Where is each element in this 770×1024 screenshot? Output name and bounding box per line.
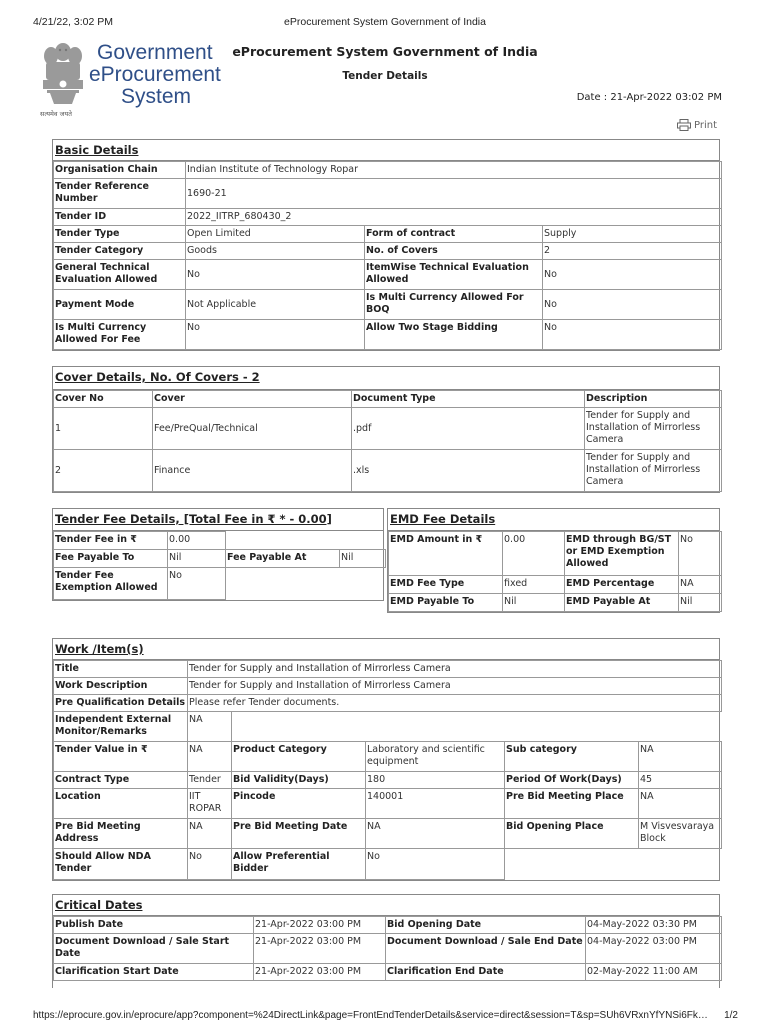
pre-bid-address-value: NA: [188, 819, 232, 849]
contract-type-value: Tender: [188, 772, 232, 789]
cover-description: Tender for Supply and Installation of Mirrorless Camera: [585, 450, 722, 492]
download-end-label: Document Download / Sale End Date: [386, 934, 586, 964]
critical-dates-panel: [52, 894, 720, 988]
fee-payable-at-label: Fee Payable At: [226, 550, 340, 568]
period-of-work-value: 45: [639, 772, 722, 789]
iem-label: Independent External Monitor/Remarks: [54, 712, 188, 742]
tender-category-label: Tender Category: [54, 243, 186, 260]
tender-fee-table: [53, 531, 386, 600]
bid-validity-value: 180: [366, 772, 505, 789]
emd-bg-value: No: [679, 532, 722, 576]
bid-opening-place-label: Bid Opening Place: [505, 819, 639, 849]
logo-line-1: Government: [97, 41, 213, 64]
download-start-value: 21-Apr-2022 03:00 PM: [254, 934, 386, 964]
no-covers-label: No. of Covers: [365, 243, 543, 260]
iwte-label: ItemWise Technical Evaluation Allowed: [365, 260, 543, 290]
emblem-caption: सत्यमेव जयते: [40, 110, 72, 118]
print-button[interactable]: [677, 119, 717, 131]
sub-category-label: Sub category: [505, 742, 639, 772]
work-items-panel: [52, 638, 720, 881]
pre-bid-address-label: Pre Bid Meeting Address: [54, 819, 188, 849]
print-label: Print: [693, 119, 717, 131]
cover-details-heading: Cover Details, No. Of Covers - 2: [53, 367, 719, 390]
logo-line-2: eProcurement: [89, 63, 221, 86]
page-title: eProcurement System Government of India: [232, 44, 538, 59]
fee-exemption-label: Tender Fee Exemption Allowed: [54, 568, 168, 600]
work-description-label: Work Description: [54, 678, 188, 695]
multi-currency-boq-value: No: [543, 290, 722, 320]
tender-ref-value: 1690-21: [186, 179, 722, 209]
payment-mode-value: Not Applicable: [186, 290, 365, 320]
cover-no-header: Cover No: [54, 391, 153, 408]
tender-fee-heading: Tender Fee Details, [Total Fee in ₹ * - 0.00]: [53, 509, 383, 531]
iwte-value: No: [543, 260, 722, 290]
two-stage-bidding-value: No: [543, 320, 722, 350]
gte-label: General Technical Evaluation Allowed: [54, 260, 186, 290]
table-row: [54, 450, 722, 492]
document-type: .pdf: [352, 408, 585, 450]
tender-type-value: Open Limited: [186, 226, 365, 243]
cover-no: 2: [54, 450, 153, 492]
emd-amount-value: 0.00: [503, 532, 565, 576]
nda-value: No: [188, 849, 232, 880]
emd-bg-label: EMD through BG/ST or EMD Exemption Allowed: [565, 532, 679, 576]
emd-amount-label: EMD Amount in ₹: [389, 532, 503, 576]
emd-percentage-value: NA: [679, 576, 722, 594]
pincode-value: 140001: [366, 789, 505, 819]
pre-bid-place-label: Pre Bid Meeting Place: [505, 789, 639, 819]
no-covers-value: 2: [543, 243, 722, 260]
emd-fee-type-label: EMD Fee Type: [389, 576, 503, 594]
basic-details-panel: [52, 139, 720, 351]
page-number: 1/2: [724, 1010, 738, 1021]
clarification-start-value: 21-Apr-2022 03:00 PM: [254, 964, 386, 981]
publish-date-value: 21-Apr-2022 03:00 PM: [254, 917, 386, 934]
work-items-table: [53, 660, 722, 880]
clarification-end-value: 02-May-2022 11:00 AM: [586, 964, 722, 981]
tender-value-label: Tender Value in ₹: [54, 742, 188, 772]
multi-currency-boq-label: Is Multi Currency Allowed For BOQ: [365, 290, 543, 320]
emd-payable-at-label: EMD Payable At: [565, 594, 679, 612]
tender-id-value: 2022_IITRP_680430_2: [186, 209, 722, 226]
tender-category-value: Goods: [186, 243, 365, 260]
work-title-label: Title: [54, 661, 188, 678]
preferential-bidder-value: No: [366, 849, 505, 880]
emd-fee-panel: [387, 508, 720, 613]
page-date: Date : 21-Apr-2022 03:02 PM: [576, 92, 722, 103]
payment-mode-label: Payment Mode: [54, 290, 186, 320]
org-chain-value: Indian Institute of Technology Ropar: [186, 162, 722, 179]
location-value: IIT ROPAR: [188, 789, 232, 819]
org-chain-label: Organisation Chain: [54, 162, 186, 179]
emd-payable-to-label: EMD Payable To: [389, 594, 503, 612]
publish-date-label: Publish Date: [54, 917, 254, 934]
tender-type-label: Tender Type: [54, 226, 186, 243]
product-category-label: Product Category: [232, 742, 366, 772]
basic-details-table: [53, 161, 722, 350]
pincode-label: Pincode: [232, 789, 366, 819]
fee-exemption-value: No: [168, 568, 226, 600]
printer-icon: [677, 119, 691, 131]
page-subtitle: Tender Details: [342, 70, 428, 82]
emd-fee-heading: EMD Fee Details: [388, 509, 719, 531]
work-items-heading: Work /Item(s): [53, 639, 719, 660]
contract-type-label: Contract Type: [54, 772, 188, 789]
cover-header: Cover: [153, 391, 352, 408]
clarification-start-label: Clarification Start Date: [54, 964, 254, 981]
critical-dates-table: [53, 916, 722, 981]
iem-value: NA: [188, 712, 232, 742]
bid-opening-date-label: Bid Opening Date: [386, 917, 586, 934]
logo-line-3: System: [121, 85, 192, 108]
cover-details-panel: [52, 366, 720, 493]
emd-payable-at-value: Nil: [679, 594, 722, 612]
print-title: eProcurement System Government of India: [284, 16, 486, 28]
download-start-label: Document Download / Sale Start Date: [54, 934, 254, 964]
form-contract-value: Supply: [543, 226, 722, 243]
table-row: [54, 408, 722, 450]
product-category-value: Laboratory and scientific equipment: [366, 742, 505, 772]
work-title-value: Tender for Supply and Installation of Mirrorless Camera: [188, 661, 722, 678]
sub-category-value: NA: [639, 742, 722, 772]
pre-bid-place-value: NA: [639, 789, 722, 819]
period-of-work-label: Period Of Work(Days): [505, 772, 639, 789]
cover-no: 1: [54, 408, 153, 450]
emd-payable-to-value: Nil: [503, 594, 565, 612]
cover-details-table: [53, 390, 722, 492]
multi-currency-fee-label: Is Multi Currency Allowed For Fee: [54, 320, 186, 350]
tender-id-label: Tender ID: [54, 209, 186, 226]
tender-ref-label: Tender Reference Number: [54, 179, 186, 209]
document-type-header: Document Type: [352, 391, 585, 408]
description-header: Description: [585, 391, 722, 408]
download-end-value: 04-May-2022 03:00 PM: [586, 934, 722, 964]
document-type: .xls: [352, 450, 585, 492]
tender-fee-label: Tender Fee in ₹: [54, 532, 168, 550]
bid-opening-place-value: M Visvesvaraya Block: [639, 819, 722, 849]
gte-value: No: [186, 260, 365, 290]
emd-percentage-label: EMD Percentage: [565, 576, 679, 594]
critical-dates-heading: Critical Dates: [53, 895, 719, 916]
print-header: [0, 16, 770, 30]
form-contract-label: Form of contract: [365, 226, 543, 243]
tender-value-value: NA: [188, 742, 232, 772]
pre-bid-date-label: Pre Bid Meeting Date: [232, 819, 366, 849]
work-description-value: Tender for Supply and Installation of Mirrorless Camera: [188, 678, 722, 695]
bid-opening-date-value: 04-May-2022 03:30 PM: [586, 917, 722, 934]
two-stage-bidding-label: Allow Two Stage Bidding: [365, 320, 543, 350]
emd-fee-type-value: fixed: [503, 576, 565, 594]
fee-payable-at-value: Nil: [340, 550, 386, 568]
location-label: Location: [54, 789, 188, 819]
clarification-end-label: Clarification End Date: [386, 964, 586, 981]
cover-description: Tender for Supply and Installation of Mirrorless Camera: [585, 408, 722, 450]
pre-bid-date-value: NA: [366, 819, 505, 849]
tender-fee-value: 0.00: [168, 532, 226, 550]
prequal-label: Pre Qualification Details: [54, 695, 188, 712]
bid-validity-label: Bid Validity(Days): [232, 772, 366, 789]
emd-fee-table: [388, 531, 722, 612]
cover-name: Finance: [153, 450, 352, 492]
fee-payable-to-value: Nil: [168, 550, 226, 568]
tender-fee-panel: [52, 508, 384, 601]
page-url: https://eprocure.gov.in/eprocure/app?component=%24DirectLink&page=FrontEndTenderDetails&service=direct&session=T&sp=SUh6VRxnYfYNSi6Fk…: [33, 1010, 708, 1021]
basic-details-heading: Basic Details: [53, 140, 719, 161]
print-timestamp: 4/21/22, 3:02 PM: [33, 16, 113, 28]
cover-name: Fee/PreQual/Technical: [153, 408, 352, 450]
fee-payable-to-label: Fee Payable To: [54, 550, 168, 568]
nda-label: Should Allow NDA Tender: [54, 849, 188, 880]
preferential-bidder-label: Allow Preferential Bidder: [232, 849, 366, 880]
multi-currency-fee-value: No: [186, 320, 365, 350]
prequal-value: Please refer Tender documents.: [188, 695, 722, 712]
